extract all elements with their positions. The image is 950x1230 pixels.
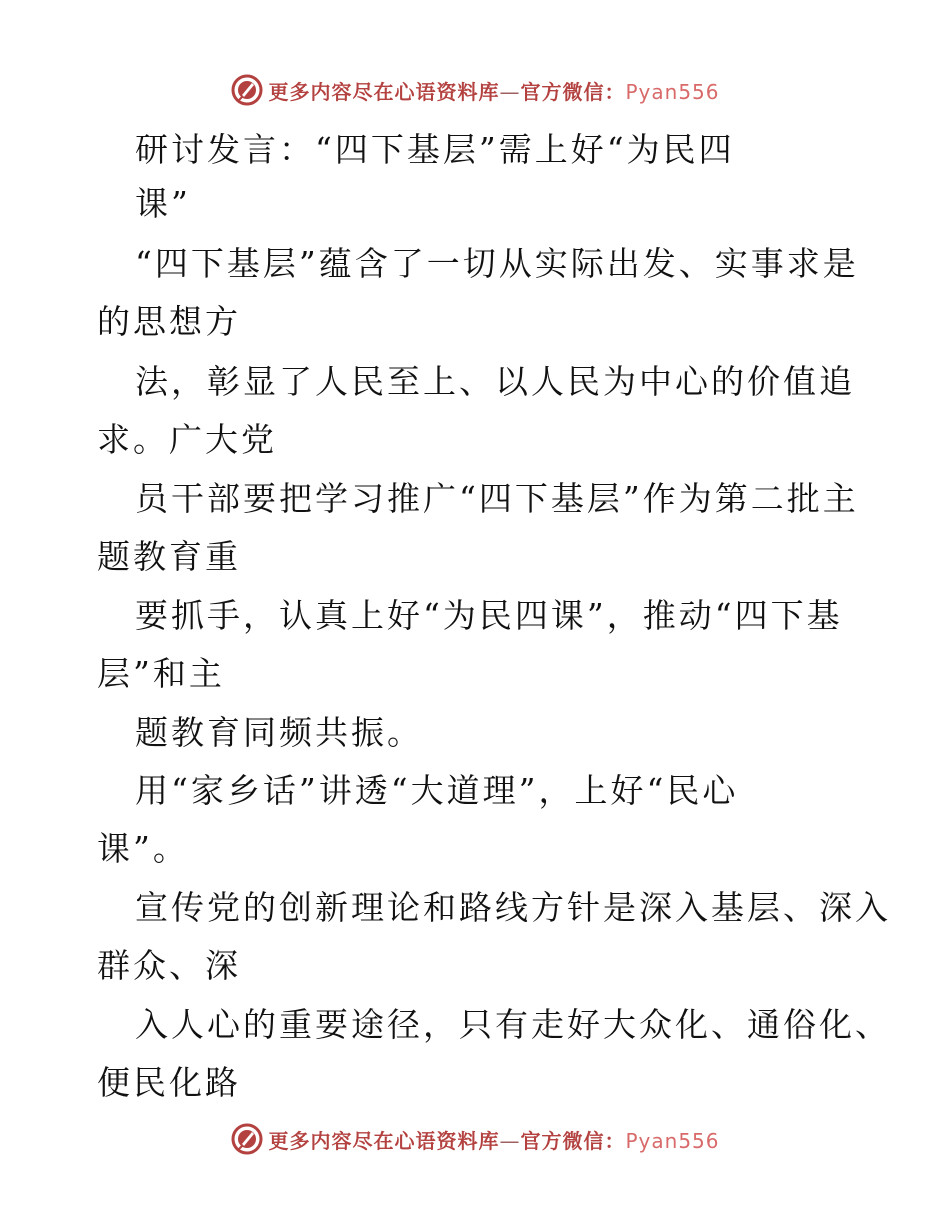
text-line: 课”。	[97, 829, 189, 868]
text-line: 题教育重	[97, 537, 241, 576]
header-main-text: 更多内容尽在心语资料库	[268, 79, 500, 104]
text-line: 群众、深	[97, 946, 241, 985]
text-line: 课”	[135, 184, 191, 223]
footer-wechat-id: Pyan556	[625, 1128, 720, 1153]
text-line: 用“家乡话”讲透“大道理”，上好“民心	[135, 771, 739, 810]
text-line: 法，彰显了人民至上、以人民为中心的价值追	[135, 362, 855, 401]
text-line: 层”和主	[97, 654, 225, 693]
text-line: 的思想方	[97, 302, 241, 341]
footer-wechat-label: 官方微信：	[520, 1128, 626, 1153]
footer-banner-text	[268, 1125, 719, 1154]
text-line: 题教育同频共振。	[135, 713, 423, 752]
text-line: 员干部要把学习推广“四下基层”作为第二批主	[135, 479, 859, 518]
text-line: 便民化路	[97, 1063, 241, 1102]
footer-main-text: 更多内容尽在心语资料库	[268, 1128, 500, 1153]
text-line: 研讨发言：“四下基层”需上好“为民四	[135, 130, 735, 169]
text-line: 要抓手，认真上好“为民四课”，推动“四下基	[135, 596, 843, 635]
text-line: 求。广大党	[97, 420, 277, 459]
text-line: 宣传党的创新理论和路线方针是深入基层、深入	[135, 888, 891, 927]
footer-banner	[0, 1119, 950, 1159]
pen-nib-seal-icon	[230, 1122, 264, 1156]
header-wechat-label: 官方微信：	[520, 79, 626, 104]
footer-separator: —	[499, 1128, 521, 1153]
header-wechat-id: Pyan556	[625, 79, 720, 104]
text-line: 入人心的重要途径，只有走好大众化、通俗化、	[135, 1005, 891, 1044]
text-line: “四下基层”蕴含了一切从实际出发、实事求是	[135, 244, 859, 283]
header-separator: —	[499, 79, 521, 104]
